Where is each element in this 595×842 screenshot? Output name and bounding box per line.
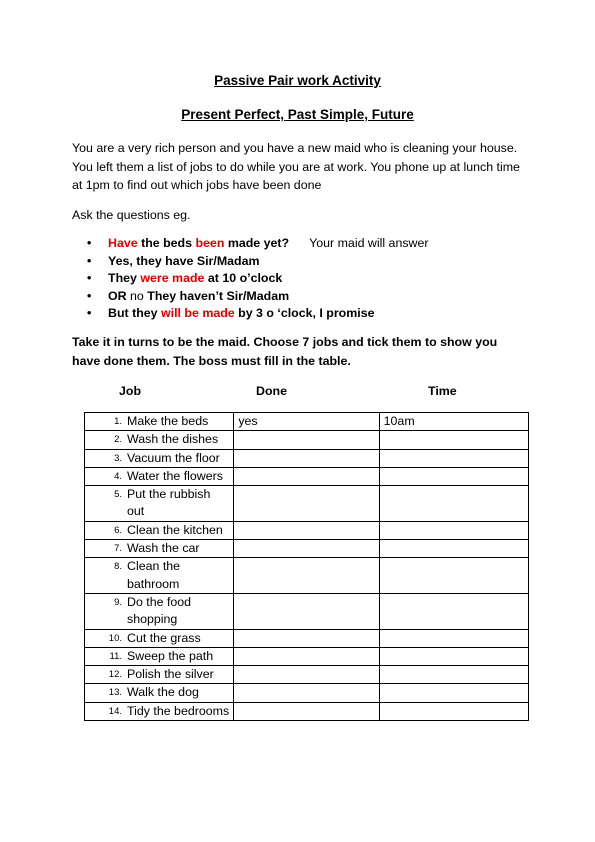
job-cell: [85, 629, 234, 647]
answer-note: Your maid will answer: [309, 236, 429, 250]
bullet-icon: •: [87, 306, 92, 320]
example-answer-yes: [72, 253, 532, 271]
text-fragment: at 10 o’clock: [204, 271, 283, 285]
text-fragment: They haven’t Sir/Madam: [147, 288, 290, 303]
page-subtitle: Present Perfect, Past Simple, Future: [181, 107, 414, 122]
job-name: Wash the dishes: [127, 432, 219, 447]
job-number: 5.: [114, 489, 122, 501]
job-cell: [85, 647, 234, 665]
time-cell[interactable]: [379, 521, 528, 539]
table-row: [85, 558, 529, 594]
job-number: 13.: [108, 687, 122, 699]
bullet-icon: •: [87, 236, 92, 250]
job-name: Walk the dog: [127, 685, 199, 700]
time-cell[interactable]: [379, 593, 528, 629]
job-name: Tidy the bedrooms: [127, 703, 230, 718]
table-row: [85, 540, 529, 558]
job-cell: [85, 467, 234, 485]
column-header-done: Done: [256, 384, 287, 398]
time-cell[interactable]: [379, 684, 528, 702]
example-answer-no: [72, 288, 532, 306]
time-cell[interactable]: [379, 540, 528, 558]
time-cell[interactable]: [379, 558, 528, 594]
job-cell-content: [85, 468, 229, 485]
done-cell[interactable]: [234, 521, 379, 539]
job-cell-content: [85, 648, 229, 665]
table-row: [85, 486, 529, 522]
job-name: Put the rubbish out: [127, 487, 211, 519]
job-number: 6.: [114, 524, 122, 536]
job-name: Wash the car: [127, 541, 200, 556]
instruction-paragraph: Take it in turns to be the maid. Choose 7 jobs and tick them to show you have done them. The boss must fill in the table.: [72, 335, 498, 368]
time-cell[interactable]: [379, 666, 528, 684]
jobs-table-body: [85, 413, 529, 721]
job-name: Polish the silver: [127, 667, 214, 682]
job-name: Do the food shopping: [127, 594, 192, 627]
job-cell-content: [85, 450, 229, 467]
done-cell[interactable]: [234, 593, 379, 629]
job-name: Sweep the path: [127, 648, 214, 663]
job-number: 7.: [114, 543, 122, 555]
job-number: 1.: [114, 416, 122, 427]
table-row: [85, 449, 529, 467]
job-cell-content: [85, 703, 229, 720]
job-number: 3.: [114, 452, 122, 464]
done-cell[interactable]: [234, 647, 379, 665]
job-cell: [85, 431, 234, 449]
table-row: [85, 666, 529, 684]
jobs-table: [84, 412, 529, 721]
page-title: Passive Pair work Activity: [214, 73, 381, 88]
job-number: 9.: [114, 596, 122, 608]
job-name: Clean the bathroom: [127, 559, 181, 591]
job-number: 8.: [114, 561, 122, 573]
job-cell: [85, 558, 234, 594]
job-cell-content: [85, 666, 229, 683]
example-question: [72, 235, 532, 253]
highlight-have: Have: [108, 236, 138, 250]
job-cell-content: [85, 594, 229, 629]
highlight-were-made: were made: [140, 271, 205, 285]
job-name: Make the beds: [127, 414, 209, 428]
time-cell[interactable]: [379, 702, 528, 720]
table-row: [85, 647, 529, 665]
table-row: [85, 413, 529, 431]
intro-paragraph: You are a very rich person and you have a new maid who is cleaning your house. You left them a list of jobs to do while you are at work. You phone up at lunch time at 1pm to find out which jobs have been done: [72, 141, 520, 192]
done-cell[interactable]: [234, 684, 379, 702]
job-cell-content: [85, 431, 229, 448]
job-cell: [85, 702, 234, 720]
done-cell[interactable]: [234, 702, 379, 720]
time-cell[interactable]: [379, 449, 528, 467]
text-fragment: by 3 o ‘clock, I promise: [234, 306, 375, 320]
text-fragment: Yes, they have Sir/Madam: [108, 253, 260, 268]
table-row: [85, 593, 529, 629]
text-fragment: But they: [108, 306, 162, 320]
done-cell[interactable]: [234, 449, 379, 467]
job-number: 4.: [114, 470, 122, 482]
job-cell: [85, 449, 234, 467]
bullet-icon: •: [87, 288, 92, 303]
job-name: Vacuum the floor: [127, 450, 220, 465]
example-answer-promise: [72, 305, 532, 323]
job-number: 2.: [114, 434, 122, 446]
done-cell[interactable]: [234, 666, 379, 684]
job-cell: [85, 593, 234, 629]
table-row: [85, 702, 529, 720]
example-answer-time: [72, 270, 532, 288]
done-cell[interactable]: [234, 431, 379, 449]
job-cell-content: [85, 413, 229, 430]
job-number: 11.: [109, 650, 122, 662]
time-cell[interactable]: [379, 486, 528, 522]
job-cell-content: [85, 540, 229, 557]
job-name: Water the flowers: [127, 468, 223, 483]
column-header-job: Job: [119, 384, 142, 398]
job-cell: [85, 521, 234, 539]
job-number: 12.: [108, 669, 122, 681]
bullet-icon: •: [87, 271, 92, 285]
done-cell[interactable]: [234, 540, 379, 558]
text-fragment: no: [126, 288, 148, 303]
time-cell[interactable]: [379, 467, 528, 485]
job-cell-content: [85, 684, 229, 701]
done-cell[interactable]: yes: [234, 413, 379, 431]
table-row: [85, 431, 529, 449]
job-cell: [85, 684, 234, 702]
highlight-will-be-made: will be made: [161, 306, 235, 320]
table-row: [85, 467, 529, 485]
done-cell[interactable]: [234, 467, 379, 485]
text-fragment: the beds: [137, 236, 196, 250]
text-fragment: made yet?: [224, 236, 290, 250]
job-cell-content: [85, 630, 229, 647]
time-cell[interactable]: 10am: [379, 413, 528, 431]
job-cell: [85, 413, 234, 431]
table-row: [85, 684, 529, 702]
job-name: Cut the grass: [127, 630, 201, 645]
time-cell[interactable]: [379, 647, 528, 665]
column-header-time: Time: [428, 384, 457, 398]
done-cell[interactable]: [234, 558, 379, 594]
time-cell[interactable]: [379, 431, 528, 449]
job-number: 10.: [108, 632, 122, 644]
text-fragment: They: [108, 271, 141, 285]
table-row: [85, 521, 529, 539]
job-cell-content: [85, 522, 229, 539]
table-row: [85, 629, 529, 647]
job-number: 14.: [108, 705, 122, 717]
job-cell: [85, 486, 234, 522]
job-cell-content: [85, 558, 229, 593]
highlight-been: been: [195, 236, 225, 250]
job-cell-content: [85, 486, 229, 521]
bullet-icon: •: [87, 253, 92, 268]
job-cell: [85, 666, 234, 684]
done-cell[interactable]: [234, 629, 379, 647]
example-dialogue-list: [72, 235, 532, 323]
ask-prompt: Ask the questions eg.: [72, 208, 191, 222]
done-cell[interactable]: [234, 486, 379, 522]
text-fragment: OR: [108, 288, 127, 303]
time-cell[interactable]: [379, 629, 528, 647]
job-name: Clean the kitchen: [127, 522, 223, 537]
job-cell: [85, 540, 234, 558]
